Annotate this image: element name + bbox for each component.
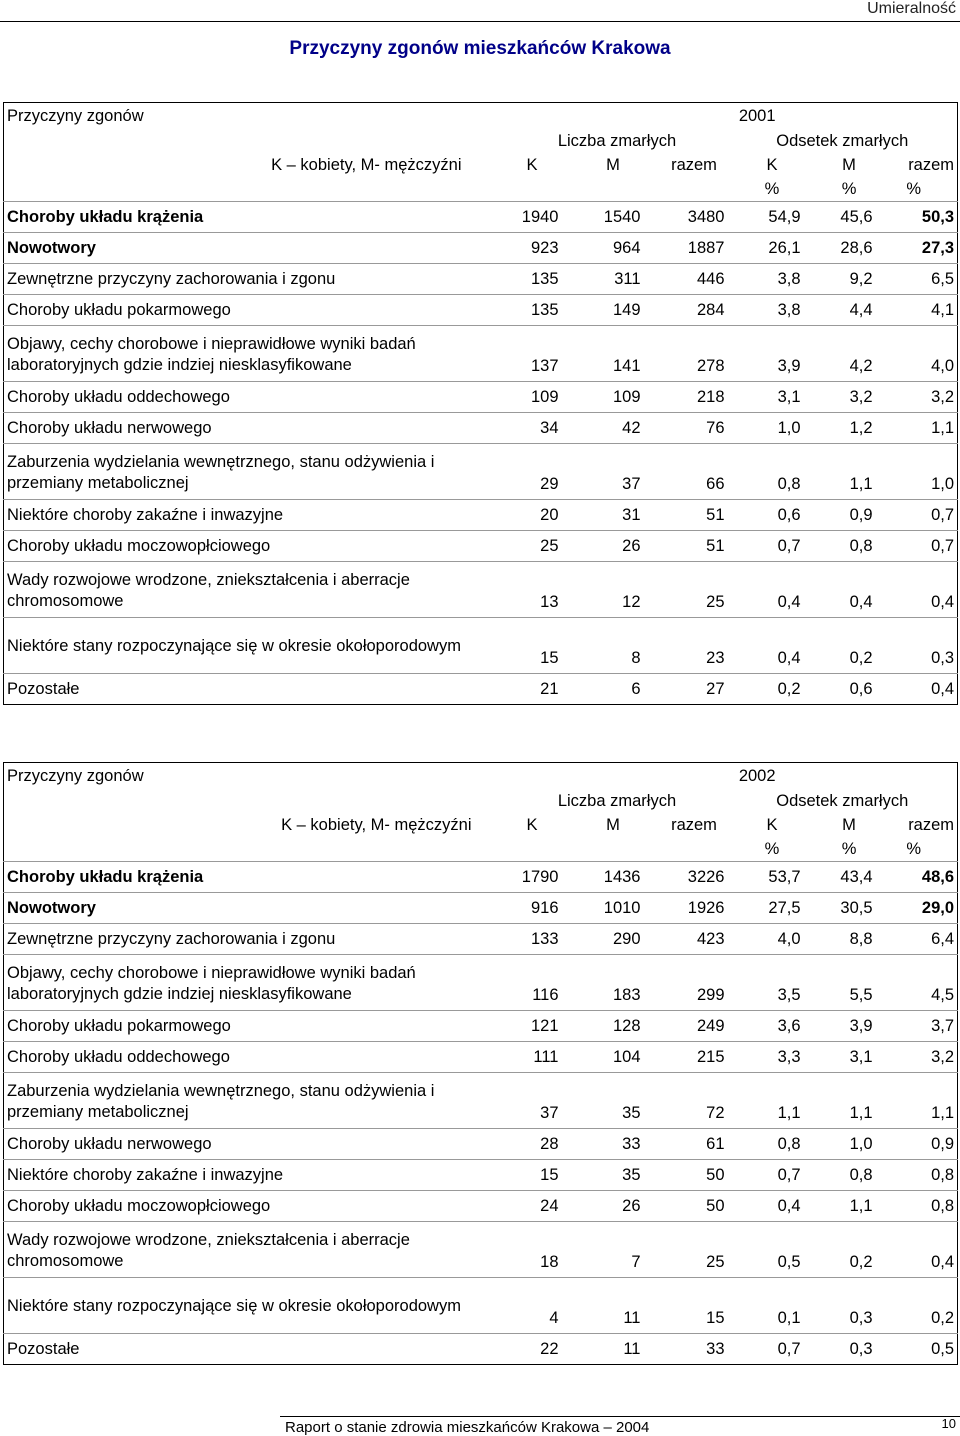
- value-cell-pk: 27,5: [728, 893, 804, 924]
- value-cell-k: 21: [480, 674, 562, 705]
- value-cell-pk: 3,6: [728, 1011, 804, 1042]
- value-cell-total: 61: [644, 1129, 728, 1160]
- cause-cell: Nowotwory: [4, 233, 480, 264]
- value-cell-m: 149: [562, 295, 644, 326]
- cause-cell: Pozostałe: [4, 674, 480, 705]
- table-row: [4, 326, 958, 382]
- value-cell-pm: 0,8: [804, 1160, 876, 1191]
- value-cell-pk: 4,0: [728, 924, 804, 955]
- value-cell-pk: 3,9: [728, 326, 804, 382]
- page-number: 10: [941, 1416, 956, 1431]
- value-cell-pt: 0,9: [876, 1129, 958, 1160]
- value-cell-total: 50: [644, 1191, 728, 1222]
- value-cell-k: 37: [480, 1073, 562, 1129]
- value-cell-pm: 1,1: [804, 1073, 876, 1129]
- sex-legend: K – kobiety, M- mężczyźni: [281, 816, 472, 834]
- value-cell-pm: 0,4: [804, 562, 876, 618]
- cause-cell: Wady rozwojowe wrodzone, zniekształcenia i aberracje chromosomowe: [4, 1222, 480, 1278]
- col-total: razem: [671, 156, 717, 174]
- value-cell-total: 51: [644, 531, 728, 562]
- year-header: 2002: [738, 767, 776, 785]
- value-cell-m: 964: [562, 233, 644, 264]
- value-cell-k: 24: [480, 1191, 562, 1222]
- value-cell-pt: 0,5: [876, 1334, 958, 1365]
- value-cell-k: 4: [480, 1278, 562, 1334]
- value-cell-pm: 1,1: [804, 1191, 876, 1222]
- table-row: [4, 1129, 958, 1160]
- value-cell-pt: 29,0: [876, 893, 958, 924]
- cause-cell: Niektóre choroby zakaźne i inwazyjne: [4, 1160, 480, 1191]
- value-cell-m: 42: [562, 413, 644, 444]
- year-header: 2001: [738, 107, 776, 125]
- table-row: [4, 674, 958, 705]
- value-cell-pt: 0,4: [876, 562, 958, 618]
- value-cell-total: 66: [644, 444, 728, 500]
- value-cell-m: 26: [562, 1191, 644, 1222]
- value-cell-pt: 50,3: [876, 202, 958, 233]
- value-cell-pt: 0,7: [876, 531, 958, 562]
- value-cell-total: 15: [644, 1278, 728, 1334]
- value-cell-total: 278: [644, 326, 728, 382]
- value-cell-pk: 0,7: [728, 1160, 804, 1191]
- value-cell-total: 249: [644, 1011, 728, 1042]
- cause-cell: Niektóre stany rozpoczynające się w okresie okołoporodowym: [4, 618, 480, 674]
- value-cell-k: 34: [480, 413, 562, 444]
- value-cell-pk: 0,8: [728, 1129, 804, 1160]
- value-cell-total: 446: [644, 264, 728, 295]
- value-cell-k: 15: [480, 1160, 562, 1191]
- cause-cell: Zaburzenia wydzielania wewnętrznego, stanu odżywienia i przemiany metabolicznej: [4, 1073, 480, 1129]
- value-cell-total: 25: [644, 1222, 728, 1278]
- value-cell-pm: 3,2: [804, 382, 876, 413]
- value-cell-k: 25: [480, 531, 562, 562]
- value-cell-m: 104: [562, 1042, 644, 1073]
- value-cell-pt: 0,4: [876, 674, 958, 705]
- value-cell-pm: 0,3: [804, 1278, 876, 1334]
- value-cell-m: 12: [562, 562, 644, 618]
- value-cell-pm: 0,2: [804, 1222, 876, 1278]
- value-cell-pk: 0,5: [728, 1222, 804, 1278]
- cause-cell: Wady rozwojowe wrodzone, zniekształcenia i aberracje chromosomowe: [4, 562, 480, 618]
- value-cell-pk: 3,8: [728, 264, 804, 295]
- value-cell-pm: 1,2: [804, 413, 876, 444]
- value-cell-pm: 0,6: [804, 674, 876, 705]
- cause-cell: Choroby układu krążenia: [4, 862, 480, 893]
- cause-cell: Choroby układu moczowopłciowego: [4, 1191, 480, 1222]
- cause-cell: Zaburzenia wydzielania wewnętrznego, stanu odżywienia i przemiany metabolicznej: [4, 444, 480, 500]
- table-row: [4, 264, 958, 295]
- count-header: Liczba zmarłych: [557, 132, 677, 150]
- value-cell-m: 26: [562, 531, 644, 562]
- value-cell-pm: 0,8: [804, 531, 876, 562]
- value-cell-pk: 0,8: [728, 444, 804, 500]
- value-cell-k: 1790: [480, 862, 562, 893]
- cause-cell: Choroby układu krążenia: [4, 202, 480, 233]
- value-cell-pt: 1,1: [876, 413, 958, 444]
- value-cell-pm: 0,2: [804, 618, 876, 674]
- value-cell-pm: 4,2: [804, 326, 876, 382]
- col-total: razem: [671, 816, 717, 834]
- table-row: [4, 924, 958, 955]
- value-cell-pt: 6,5: [876, 264, 958, 295]
- footer-title: Raport o stanie zdrowia mieszkańców Krakowa – 2004: [285, 1419, 650, 1436]
- value-cell-m: 11: [562, 1278, 644, 1334]
- value-cell-m: 1540: [562, 202, 644, 233]
- value-cell-total: 1926: [644, 893, 728, 924]
- cause-cell: Objawy, cechy chorobowe i nieprawidłowe wyniki badań laboratoryjnych gdzie indziej niesklasyfikowane: [4, 955, 480, 1011]
- page-title: Przyczyny zgonów mieszkańców Krakowa: [289, 38, 671, 59]
- table-row: [4, 618, 958, 674]
- value-cell-pt: 4,0: [876, 326, 958, 382]
- mortality-table-2001: [3, 102, 958, 705]
- value-cell-m: 109: [562, 382, 644, 413]
- mortality-table-2002: [3, 762, 958, 1365]
- value-cell-m: 290: [562, 924, 644, 955]
- value-cell-pt: 6,4: [876, 924, 958, 955]
- value-cell-pt: 27,3: [876, 233, 958, 264]
- value-cell-total: 51: [644, 500, 728, 531]
- value-cell-total: 50: [644, 1160, 728, 1191]
- value-cell-k: 133: [480, 924, 562, 955]
- table-row: [4, 955, 958, 1011]
- value-cell-pm: 43,4: [804, 862, 876, 893]
- table-row: [4, 1160, 958, 1191]
- table-row: [4, 531, 958, 562]
- value-cell-pm: 1,0: [804, 1129, 876, 1160]
- value-cell-pk: 54,9: [728, 202, 804, 233]
- value-cell-total: 33: [644, 1334, 728, 1365]
- table-row: [4, 500, 958, 531]
- table-row: [4, 1278, 958, 1334]
- table-row: [4, 444, 958, 500]
- value-cell-m: 311: [562, 264, 644, 295]
- value-cell-pk: 0,1: [728, 1278, 804, 1334]
- value-cell-pm: 3,9: [804, 1011, 876, 1042]
- value-cell-pk: 0,7: [728, 1334, 804, 1365]
- value-cell-pk: 1,0: [728, 413, 804, 444]
- table-row: [4, 1073, 958, 1129]
- table-row: [4, 1191, 958, 1222]
- cause-cell: Choroby układu nerwowego: [4, 1129, 480, 1160]
- value-cell-k: 923: [480, 233, 562, 264]
- value-cell-total: 23: [644, 618, 728, 674]
- value-cell-m: 183: [562, 955, 644, 1011]
- value-cell-k: 109: [480, 382, 562, 413]
- table-row: [4, 562, 958, 618]
- value-cell-m: 37: [562, 444, 644, 500]
- table-row: [4, 202, 958, 233]
- value-cell-k: 121: [480, 1011, 562, 1042]
- value-cell-pk: 3,8: [728, 295, 804, 326]
- value-cell-pk: 3,5: [728, 955, 804, 1011]
- table-row: [4, 1222, 958, 1278]
- value-cell-m: 31: [562, 500, 644, 531]
- value-cell-m: 35: [562, 1160, 644, 1191]
- value-cell-pk: 0,2: [728, 674, 804, 705]
- cause-cell: Choroby układu oddechowego: [4, 382, 480, 413]
- col-k: K: [526, 156, 538, 174]
- value-cell-total: 3226: [644, 862, 728, 893]
- value-cell-m: 33: [562, 1129, 644, 1160]
- value-cell-k: 116: [480, 955, 562, 1011]
- cause-cell: Choroby układu pokarmowego: [4, 295, 480, 326]
- pct-sign: %: [841, 840, 857, 858]
- header-divider: [0, 21, 960, 22]
- cause-cell: Pozostałe: [4, 1334, 480, 1365]
- footer-divider: [280, 1416, 960, 1417]
- value-cell-pm: 0,9: [804, 500, 876, 531]
- value-cell-pk: 1,1: [728, 1073, 804, 1129]
- col-m: M: [606, 816, 620, 834]
- cause-cell: Choroby układu moczowopłciowego: [4, 531, 480, 562]
- value-cell-pk: 0,4: [728, 562, 804, 618]
- col-pct-m: M: [842, 816, 856, 834]
- value-cell-m: 141: [562, 326, 644, 382]
- col-m: M: [606, 156, 620, 174]
- value-cell-pk: 0,4: [728, 1191, 804, 1222]
- pct-sign: %: [764, 840, 780, 858]
- value-cell-m: 11: [562, 1334, 644, 1365]
- value-cell-total: 284: [644, 295, 728, 326]
- value-cell-pk: 3,3: [728, 1042, 804, 1073]
- cause-cell: Choroby układu nerwowego: [4, 413, 480, 444]
- cause-cell: Zewnętrzne przyczyny zachorowania i zgonu: [4, 264, 480, 295]
- cause-cell: Niektóre choroby zakaźne i inwazyjne: [4, 500, 480, 531]
- value-cell-total: 72: [644, 1073, 728, 1129]
- table-row: [4, 893, 958, 924]
- value-cell-pm: 30,5: [804, 893, 876, 924]
- value-cell-pt: 0,2: [876, 1278, 958, 1334]
- value-cell-pk: 53,7: [728, 862, 804, 893]
- table-row: [4, 295, 958, 326]
- value-cell-pm: 1,1: [804, 444, 876, 500]
- cause-cell: Niektóre stany rozpoczynające się w okresie okołoporodowym: [4, 1278, 480, 1334]
- value-cell-pt: 0,8: [876, 1191, 958, 1222]
- table-row: [4, 382, 958, 413]
- value-cell-pt: 0,7: [876, 500, 958, 531]
- table-row: [4, 1334, 958, 1365]
- value-cell-pk: 3,1: [728, 382, 804, 413]
- value-cell-k: 135: [480, 264, 562, 295]
- value-cell-pm: 8,8: [804, 924, 876, 955]
- value-cell-pm: 3,1: [804, 1042, 876, 1073]
- value-cell-k: 1940: [480, 202, 562, 233]
- share-header: Odsetek zmarłych: [776, 132, 909, 150]
- cause-cell: Zewnętrzne przyczyny zachorowania i zgonu: [4, 924, 480, 955]
- value-cell-k: 18: [480, 1222, 562, 1278]
- value-cell-pm: 0,3: [804, 1334, 876, 1365]
- value-cell-pt: 0,8: [876, 1160, 958, 1191]
- pct-sign: %: [906, 180, 922, 198]
- value-cell-m: 35: [562, 1073, 644, 1129]
- value-cell-k: 22: [480, 1334, 562, 1365]
- value-cell-pt: 3,7: [876, 1011, 958, 1042]
- value-cell-pm: 9,2: [804, 264, 876, 295]
- value-cell-m: 8: [562, 618, 644, 674]
- col-pct-m: M: [842, 156, 856, 174]
- value-cell-pt: 48,6: [876, 862, 958, 893]
- pct-sign: %: [764, 180, 780, 198]
- value-cell-pm: 45,6: [804, 202, 876, 233]
- value-cell-pm: 28,6: [804, 233, 876, 264]
- value-cell-pt: 1,0: [876, 444, 958, 500]
- value-cell-pt: 0,4: [876, 1222, 958, 1278]
- value-cell-pt: 4,5: [876, 955, 958, 1011]
- value-cell-pt: 0,3: [876, 618, 958, 674]
- value-cell-total: 76: [644, 413, 728, 444]
- value-cell-pk: 0,7: [728, 531, 804, 562]
- cause-cell: Nowotwory: [4, 893, 480, 924]
- value-cell-k: 28: [480, 1129, 562, 1160]
- value-cell-total: 215: [644, 1042, 728, 1073]
- cause-cell: Choroby układu pokarmowego: [4, 1011, 480, 1042]
- value-cell-total: 423: [644, 924, 728, 955]
- value-cell-total: 1887: [644, 233, 728, 264]
- col-pct-k: K: [766, 816, 778, 834]
- table-row: [4, 233, 958, 264]
- col-k: K: [526, 816, 538, 834]
- pct-sign: %: [906, 840, 922, 858]
- col-pct-total: razem: [908, 816, 955, 834]
- share-header: Odsetek zmarłych: [776, 792, 909, 810]
- running-header: Umieralność: [867, 0, 956, 17]
- table-row: [4, 862, 958, 893]
- value-cell-m: 1010: [562, 893, 644, 924]
- value-cell-total: 218: [644, 382, 728, 413]
- value-cell-k: 916: [480, 893, 562, 924]
- value-cell-pk: 0,6: [728, 500, 804, 531]
- value-cell-k: 135: [480, 295, 562, 326]
- value-cell-m: 1436: [562, 862, 644, 893]
- value-cell-total: 299: [644, 955, 728, 1011]
- value-cell-k: 13: [480, 562, 562, 618]
- value-cell-total: 3480: [644, 202, 728, 233]
- pct-sign: %: [841, 180, 857, 198]
- value-cell-k: 15: [480, 618, 562, 674]
- count-header: Liczba zmarłych: [557, 792, 677, 810]
- value-cell-m: 6: [562, 674, 644, 705]
- value-cell-pk: 0,4: [728, 618, 804, 674]
- value-cell-m: 128: [562, 1011, 644, 1042]
- value-cell-k: 137: [480, 326, 562, 382]
- table-row: [4, 1042, 958, 1073]
- value-cell-k: 20: [480, 500, 562, 531]
- value-cell-pk: 26,1: [728, 233, 804, 264]
- value-cell-pm: 5,5: [804, 955, 876, 1011]
- cause-header: Przyczyny zgonów: [7, 767, 144, 785]
- table-row: [4, 1011, 958, 1042]
- sex-legend: K – kobiety, M- mężczyźni: [271, 156, 462, 174]
- table-row: [4, 413, 958, 444]
- value-cell-m: 7: [562, 1222, 644, 1278]
- value-cell-pt: 3,2: [876, 382, 958, 413]
- value-cell-total: 27: [644, 674, 728, 705]
- value-cell-k: 29: [480, 444, 562, 500]
- value-cell-total: 25: [644, 562, 728, 618]
- cause-cell: Objawy, cechy chorobowe i nieprawidłowe wyniki badań laboratoryjnych gdzie indziej niesklasyfikowane: [4, 326, 480, 382]
- value-cell-pt: 4,1: [876, 295, 958, 326]
- value-cell-pt: 1,1: [876, 1073, 958, 1129]
- value-cell-k: 111: [480, 1042, 562, 1073]
- value-cell-pm: 4,4: [804, 295, 876, 326]
- col-pct-k: K: [766, 156, 778, 174]
- cause-header: Przyczyny zgonów: [7, 107, 144, 125]
- col-pct-total: razem: [908, 156, 955, 174]
- cause-cell: Choroby układu oddechowego: [4, 1042, 480, 1073]
- value-cell-pt: 3,2: [876, 1042, 958, 1073]
